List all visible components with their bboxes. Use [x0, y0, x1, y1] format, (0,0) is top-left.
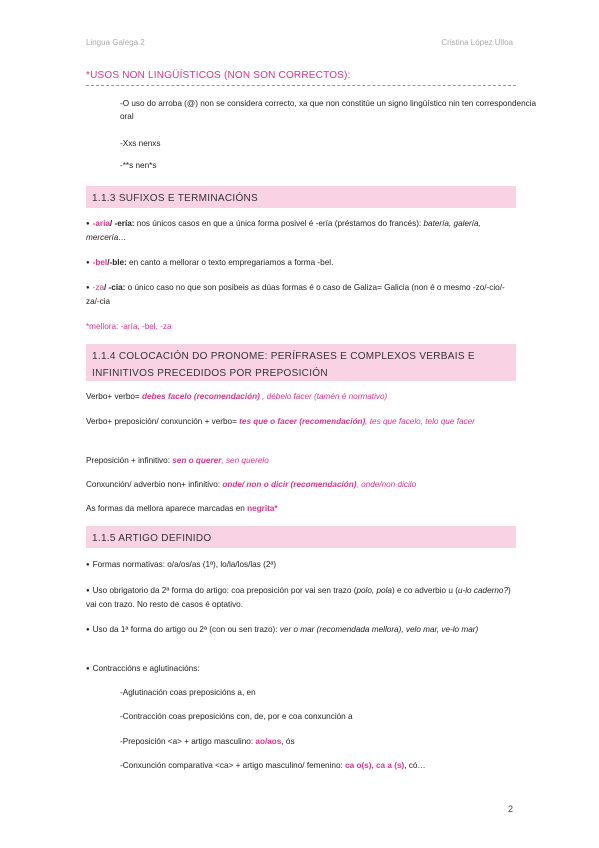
line-verbo-preposicion: Verbo+ preposición/ conxunción + verbo= tes que o facer (recomendación), tes que facelo, telo que facer — [86, 417, 475, 426]
item-contraccion: -Contracción coas preposicións con, de, por e coa conxunción a — [120, 712, 353, 721]
bullet-formas-normativas: ● Formas normativas: o/a/os/as (1ª), lo/la/los/las (2ª) — [86, 559, 516, 573]
bullet-uso-obrigatorio: ● Uso obrigatorio da 2ª forma do artigo: coa preposición por vai sen trazo (polo, pola) e co adverbio u (u-lo caderno?) vai con trazo. No resto de casos é optativo. — [86, 585, 516, 611]
heading-artigo-definido: 1.1.5 ARTIGO DEFINIDO — [86, 526, 516, 548]
line-conxuncion-adverbio: Conxunción/ adverbio non+ infinitivo: onde/ non o dicir (recomendación), onde/non dicilo — [86, 480, 417, 489]
heading-colocacion-pronome: 1.1.4 COLOCACIÓN DO PRONOME: PERÍFRASES E COMPLEXOS VERBAIS E INFINITIVOS PRECEDIDOS POR PREPOSICIÓN — [86, 344, 516, 381]
bullet-aria: ● -aría/ -ería: nos únicos casos en que a única forma posivel é -ería (préstamos do francés): batería, galería, mercería… — [86, 218, 516, 244]
bullet-uso-primeira-forma: ● Uso da 1ª forma do artigo ou 2ª (con ou sen trazo): ver o mar (recomendada mellora), velo mar, ve-lo mar) — [86, 624, 516, 638]
bullet-bel: ● -bel/-ble: en canto a mellorar o texto empregariamos a forma -bel. — [86, 257, 516, 271]
paragraph-example-2: -**s nen*s — [120, 161, 157, 170]
header-author: Cristina López Ulloa — [441, 38, 513, 47]
paragraph-example-1: -Xxs nenxs — [120, 139, 161, 148]
section-title: *USOS NON LINGÜÍSTICOS (NON SON CORRECTOS): — [86, 70, 516, 86]
bullet-za: ● -za/ -cia: o único caso no que son posibeis as dúas formas é o caso de Galiza= Galicia (non é o mesmo -zo/-cio/-za/-cia — [86, 282, 516, 308]
item-preposicion-a: -Preposición <a> + artigo masculino: ao/aos, ós — [120, 737, 295, 746]
section-non-linguistic-title — [86, 70, 516, 86]
bullet-contraccions: ● Contraccións e aglutinacións: — [86, 663, 516, 677]
paragraph-arroba: -O uso do arroba (@) non se considera correcto, xa que non constitúe un signo lingüístico nin ten correspondencia oral — [120, 99, 537, 121]
item-conxuncion-ca: -Conxunción comparativa <ca> + artigo masculino/ femenino: ca o(s), ca a (s), có… — [120, 761, 426, 770]
item-aglutinacion: -Aglutinación coas preposicións a, en — [120, 688, 256, 697]
heading-sufixos: 1.1.3 SUFIXOS E TERMINACIÓNS — [86, 186, 516, 208]
line-verbo-verbo: Verbo+ verbo= debes facelo (recomendación) , débelo facer (tamén é normativo) — [86, 392, 388, 401]
line-preposicion-infinitivo: Preposición + infinitivo: sen o querer, sen querelo — [86, 456, 269, 465]
note-mellora: *mellora: -aría, -bel, -za — [86, 322, 172, 331]
header-subject: Lingua Galega 2 — [86, 38, 145, 47]
line-formas-mellora: As formas da mellora aparece marcadas en negrita* — [86, 504, 278, 513]
page-number: 2 — [507, 804, 513, 814]
